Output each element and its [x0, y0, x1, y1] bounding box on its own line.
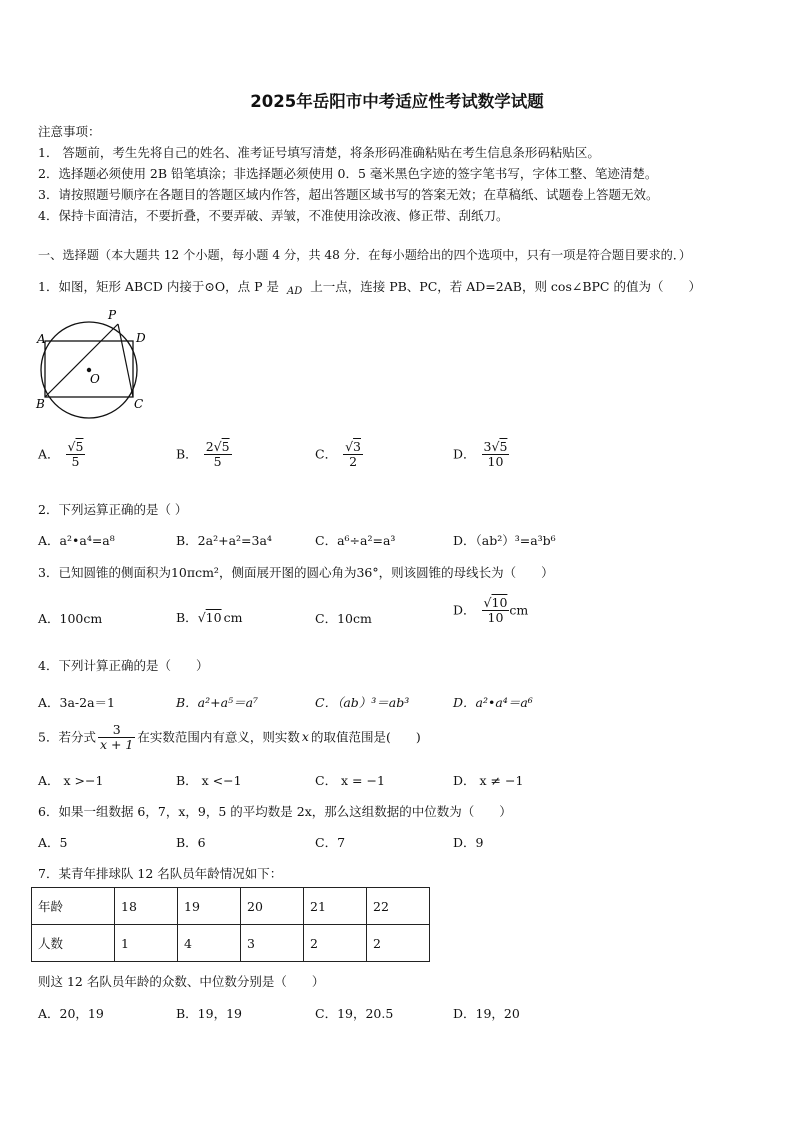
table-cell: 2 [304, 925, 367, 962]
q2-option-b[interactable]: B．2a²+a²=3a⁴ [176, 533, 272, 548]
notice-item-2: 2．选择题必须使用 2B 铅笔填涂；非选择题必须使用 0．5 毫米黑色字迹的签字笔书写，字体工整、笔迹清楚。 [38, 166, 658, 181]
q5-option-a[interactable]: A． x >−1 [38, 773, 104, 788]
q3-option-a[interactable]: A．100cm [38, 611, 103, 626]
section-heading: 一、选择题（本大题共 12 个小题，每小题 4 分，共 48 分．在每小题给出的四个选项中，只有一项是符合题目要求的．） [38, 248, 692, 262]
question-1-stem [38, 277, 701, 295]
q1-option-a[interactable]: A． $\frac{√5}{5}$ [38, 439, 84, 470]
q1-figure [30, 305, 155, 420]
question-7-text: 则这 12 名队员年龄的众数、中位数分别是（ ） [38, 974, 325, 989]
q4-option-b[interactable]: B．a²+a⁵＝a⁷ [176, 695, 259, 710]
q3-option-d[interactable]: D． $\frac{√10}{10}$ cm [453, 595, 529, 626]
table-cell: 人数 [32, 925, 115, 962]
table-cell: 20 [241, 888, 304, 925]
q1-option-b[interactable]: B． $\frac{2√5}{5}$ [176, 439, 230, 470]
q1-option-c[interactable]: C． $\frac{√3}{2}$ [315, 439, 361, 470]
q4-option-a[interactable]: A．3a-2a＝1 [38, 695, 116, 710]
q2-option-a[interactable]: A．a²•a⁴=a⁸ [38, 533, 115, 548]
q1-arc-label: AD [287, 286, 303, 297]
q5-option-d[interactable]: D． x ≠ −1 [453, 773, 524, 788]
notice-item-1: 1． 答题前，考生先将自己的姓名、准考证号填写清楚，将条形码准确粘贴在考生信息条形码粘贴区。 [38, 145, 600, 160]
q7-option-b[interactable]: B．19，19 [176, 1006, 242, 1021]
q1-option-d[interactable]: D． $\frac{3√5}{10}$ [453, 439, 508, 470]
question-4-stem: 4．下列计算正确的是（ ） [38, 658, 209, 673]
q6-option-a[interactable]: A．5 [38, 835, 68, 850]
table-cell: 21 [304, 888, 367, 925]
q6-option-b[interactable]: B．6 [176, 835, 206, 850]
table-cell: 18 [115, 888, 178, 925]
table-cell: 4 [178, 925, 241, 962]
notice-item-4: 4．保持卡面清洁，不要折叠，不要弄破、弄皱，不准使用涂改液、修正带、刮纸刀。 [38, 208, 509, 223]
q4-option-d[interactable]: D．a²•a⁴＝a⁶ [453, 695, 533, 710]
notice-heading: 注意事项： [38, 124, 101, 139]
age-table [31, 887, 430, 962]
table-cell: 2 [367, 925, 430, 962]
segment-pc [118, 324, 133, 397]
table-cell: 1 [115, 925, 178, 962]
table-cell: 19 [178, 888, 241, 925]
q2-option-c[interactable]: C．a⁶÷a²=a³ [315, 533, 396, 548]
q7-option-c[interactable]: C．19，20.5 [315, 1006, 394, 1021]
notice-item-3: 3．请按照题号顺序在各题目的答题区域内作答，超出答题区域书写的答案无效；在草稿纸、试题卷上答题无效。 [38, 187, 659, 202]
table-row [32, 888, 430, 925]
q3-option-b[interactable]: B．√10 cm [176, 610, 243, 625]
page-title: 2025年岳阳市中考适应性考试数学试题 [250, 92, 544, 111]
label-o: O [90, 372, 100, 386]
label-c: C [134, 397, 144, 411]
q6-option-d[interactable]: D．9 [453, 835, 484, 850]
question-2-stem: 2．下列运算正确的是（ ） [38, 502, 188, 517]
label-d: D [136, 331, 146, 345]
q1-stem-b: 上一点，连接 PB、PC，若 AD=2AB，则 cos∠BPC 的值为（ ） [310, 279, 701, 294]
q1-stem-a: 1．如图，矩形 ABCD 内接于⊙O，点 P 是 [38, 279, 280, 294]
question-3-stem: 3．已知圆锥的侧面积为10πcm²，侧面展开图的圆心角为36°，则该圆锥的母线长为（ ） [38, 565, 554, 580]
question-5-stem: 5．若分式 $\frac{3}{x + 1}$ 在实数范围内有意义，则实数 x 的取值范围是( ) [38, 722, 421, 753]
question-7-stem: 7．某青年排球队 12 名队员年龄情况如下： [38, 866, 283, 881]
label-a: A [37, 332, 46, 346]
label-b: B [36, 397, 45, 411]
label-p: P [108, 308, 117, 322]
q7-option-a[interactable]: A．20，19 [38, 1006, 104, 1021]
q6-option-c[interactable]: C．7 [315, 835, 346, 850]
q4-option-c[interactable]: C．（ab）³＝ab³ [315, 695, 410, 710]
table-cell: 年龄 [32, 888, 115, 925]
q3-option-c[interactable]: C．10cm [315, 611, 372, 626]
q2-option-d[interactable]: D．（ab²）³=a³b⁶ [453, 533, 556, 548]
q5-option-c[interactable]: C． x = −1 [315, 773, 385, 788]
question-6-stem: 6．如果一组数据 6，7，x，9，5 的平均数是 2x，那么这组数据的中位数为（ ） [38, 804, 512, 819]
table-row [32, 925, 430, 962]
table-cell: 3 [241, 925, 304, 962]
table-cell: 22 [367, 888, 430, 925]
q7-option-d[interactable]: D．19，20 [453, 1006, 520, 1021]
q5-option-b[interactable]: B． x <−1 [176, 773, 242, 788]
